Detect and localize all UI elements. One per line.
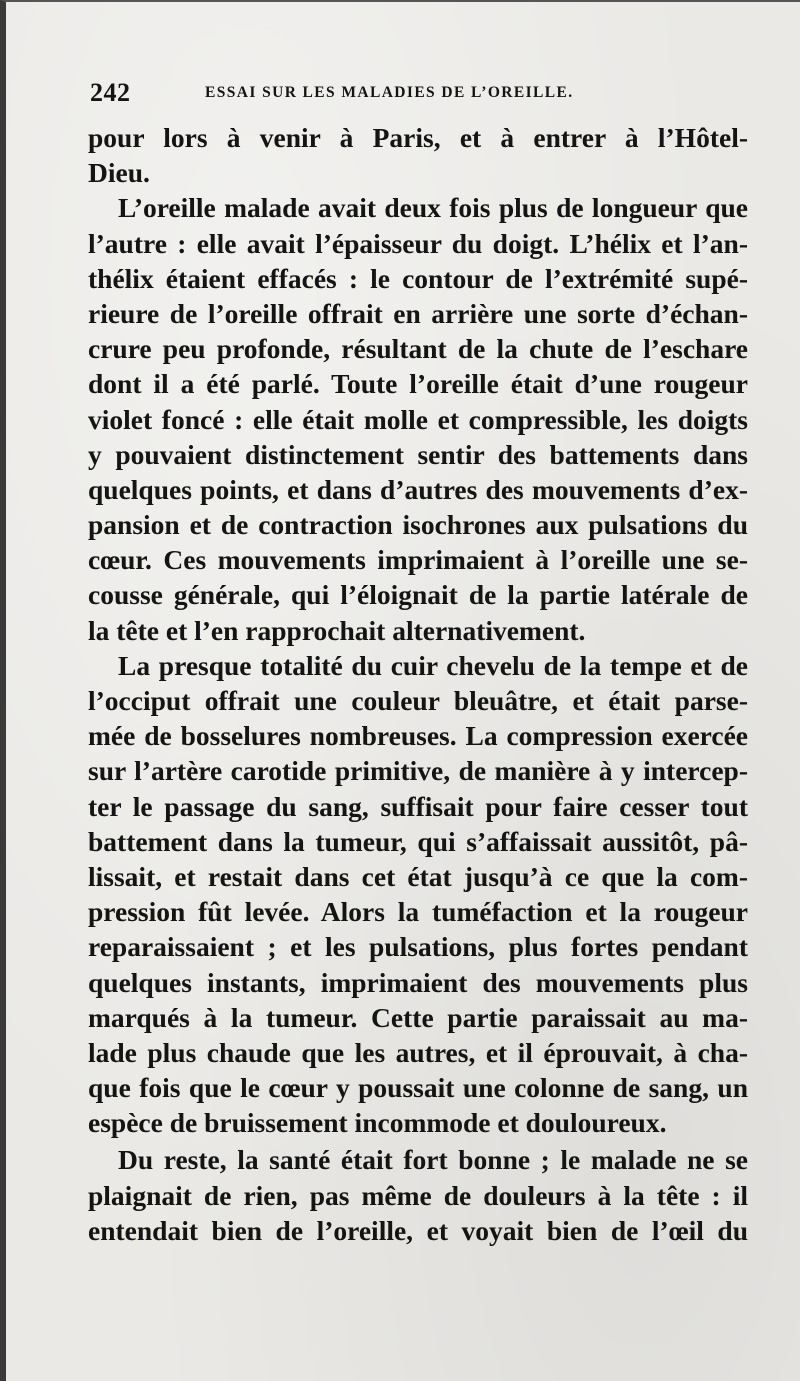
- text-line: battement dans la tumeur, qui s’affaissait aussitôt, pâ-: [88, 825, 748, 857]
- page-number: 242: [90, 78, 131, 107]
- running-head: ESSAI SUR LES MALADIES DE L’OREILLE.: [205, 84, 574, 101]
- text-line: Dieu.: [88, 157, 150, 189]
- text-line: cœur. Ces mouvements imprimaient à l’oreille une se-: [88, 544, 748, 576]
- text-line: reparaissaient ; et les pulsations, plus fortes pendant: [88, 931, 748, 963]
- text-line: cousse générale, qui l’éloignait de la partie latérale de: [88, 579, 748, 611]
- text-line: quelques points, et dans d’autres des mouvements d’ex-: [88, 473, 748, 505]
- text-line: marqués à la tumeur. Cette partie paraissait au ma-: [88, 1001, 748, 1033]
- paragraph-first-line: L’oreille malade avait deux fois plus de longueur que: [118, 192, 748, 224]
- body-text: [88, 120, 748, 1248]
- text-line: thélix étaient effacés : le contour de l’extrémité supé-: [88, 262, 748, 294]
- text-line: entendait bien de l’oreille, et voyait bien de l’œil du: [88, 1214, 748, 1246]
- page-header: [90, 78, 740, 108]
- text-line: plaignait de rien, pas même de douleurs à la tête : il: [88, 1179, 748, 1211]
- paragraph-last-line: espèce de bruissement incommode et douloureux.: [88, 1107, 667, 1139]
- paragraph-last-line: la tête et l’en rapprochait alternativement.: [88, 614, 586, 646]
- text-line: mée de bosselures nombreuses. La compression exercée: [88, 720, 748, 752]
- text-line: l’autre : elle avait l’épaisseur du doigt. L’hélix et l’an-: [88, 227, 748, 259]
- text-line: violet foncé : elle était molle et compressible, les doigts: [88, 403, 748, 435]
- text-line: pansion et de contraction isochrones aux pulsations du: [88, 509, 748, 541]
- text-line: y pouvaient distinctement sentir des battements dans: [88, 438, 748, 470]
- text-line: rieure de l’oreille offrait en arrière une sorte d’échan-: [88, 297, 748, 329]
- text-line: l’occiput offrait une couleur bleuâtre, et était parse-: [88, 685, 748, 716]
- text-line: pour lors à venir à Paris, et à entrer à l’Hôtel-: [88, 122, 748, 153]
- text-line: lade plus chaude que les autres, et il éprouvait, à cha-: [88, 1036, 748, 1068]
- text-line: crure peu profonde, résultant de la chute de l’eschare: [88, 333, 748, 365]
- text-line: quelques instants, imprimaient des mouvements plus: [88, 966, 748, 998]
- text-line: dont il a été parlé. Toute l’oreille était d’une rougeur: [88, 368, 748, 400]
- text-line: ter le passage du sang, suffisait pour faire cesser tout: [88, 790, 748, 822]
- paragraph-first-line: La presque totalité du cuir chevelu de la tempe et de: [118, 649, 748, 681]
- text-line: lissait, et restait dans cet état jusqu’à ce que la com-: [88, 860, 748, 892]
- text-line: pression fût levée. Alors la tuméfaction et la rougeur: [88, 896, 748, 928]
- text-line: sur l’artère carotide primitive, de manière à y intercep-: [88, 755, 748, 787]
- paragraph-first-line: Du reste, la santé était fort bonne ; le malade ne se: [118, 1144, 748, 1176]
- text-line: que fois que le cœur y poussait une colonne de sang, un: [88, 1072, 748, 1104]
